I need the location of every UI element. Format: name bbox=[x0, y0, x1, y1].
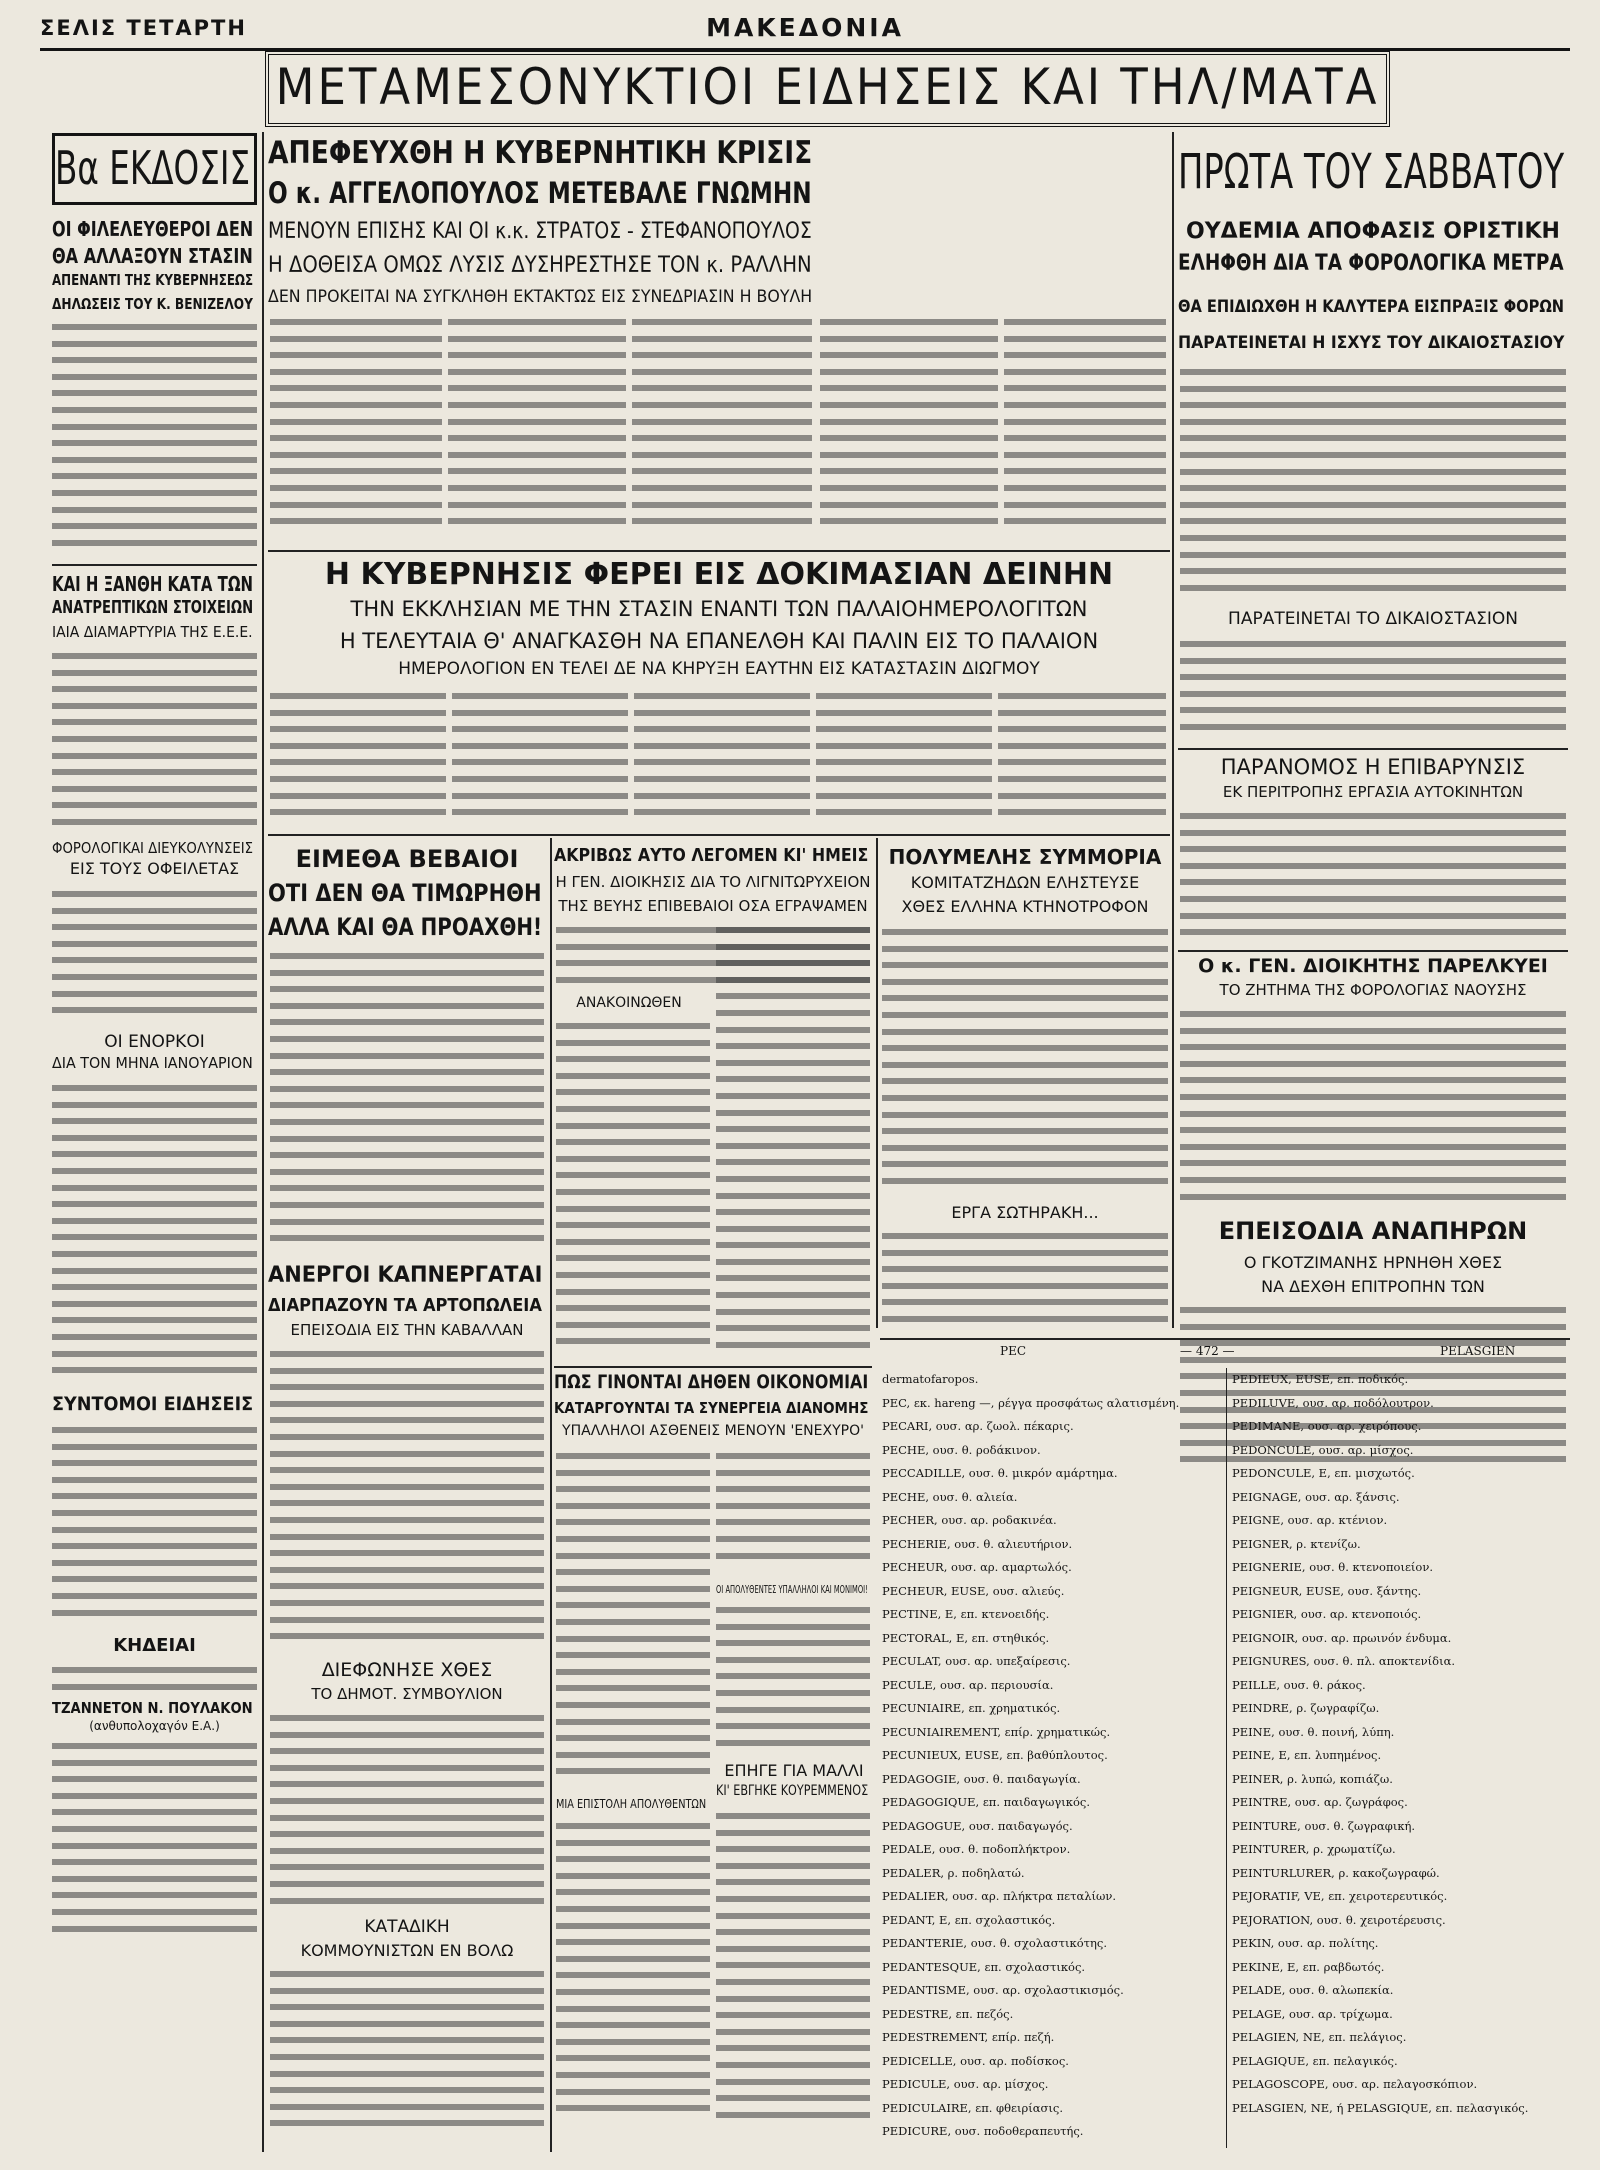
calendar-body-1 bbox=[270, 690, 446, 826]
hair-headline: ΕΠΗΓΕ ΓΙΑ ΜΑΛΛΙ bbox=[724, 1762, 864, 1780]
calendar-body-2 bbox=[452, 690, 628, 826]
dictionary-entry: PEDAGOGIQUE, επ. παιδαγωγικός. bbox=[882, 1795, 1091, 1809]
tax-body bbox=[52, 888, 257, 1026]
rule bbox=[52, 564, 257, 566]
funerals-intro bbox=[52, 1664, 257, 1698]
certain-body bbox=[270, 950, 544, 1256]
dictionary-entry: PECUNIEUX, EUSE, επ. βαθύπλουτος. bbox=[882, 1748, 1108, 1762]
dictionary-entry: PEINDRE, ρ. ζωγραφίζω. bbox=[1232, 1701, 1380, 1715]
deceased-name: ΤΖΑΝΝΕΤΟΝ Ν. ΠΟΥΛΑΚΟΝ bbox=[52, 1700, 253, 1717]
letter-headline: ΜΙΑ ΕΠΙΣΤΟΛΗ ΑΠΟΛΥΘΕΝΤΩΝ bbox=[556, 1798, 707, 1811]
rule bbox=[1178, 950, 1568, 952]
dictionary-entry: PEDAGOGUE, ουσ. παιδαγωγός. bbox=[882, 1818, 1073, 1833]
column-rule bbox=[876, 838, 878, 1328]
disabled-headline: ΕΠΕΙΣΟΔΙΑ ΑΝΑΠΗΡΩΝ bbox=[1218, 1218, 1528, 1245]
dictionary-entry: PEINTRE, ουσ. αρ. ζωγράφος. bbox=[1232, 1795, 1408, 1809]
economies-body-1 bbox=[556, 1450, 710, 1790]
arrest-subhead: ΚΟΜΜΟΥΝΙΣΤΩΝ ΕΝ ΒΟΛΩ bbox=[300, 1942, 514, 1960]
saturday-headline-3: ΕΛΗΦΘΗ ΔΙΑ ΤΑ ΦΟΡΟΛΟΓΙΚΑ ΜΕΤΡΑ bbox=[1178, 252, 1564, 276]
funerals-body bbox=[52, 1740, 257, 2134]
governor-subhead: ΤΟ ΖΗΤΗΜΑ ΤΗΣ ΦΟΡΟΛΟΓΙΑΣ ΝΑΟΥΣΗΣ bbox=[1219, 982, 1527, 999]
economies-headline-2: ΚΑΤΑΡΓΟΥΝΤΑΙ ΤΑ ΣΥΝΕΡΓΕΙΑ ΔΙΑΝΟΜΗΣ bbox=[554, 1400, 869, 1417]
dictionary-entry: PEDANTISME, ουσ. αρ. σχολαστικισμός. bbox=[882, 1983, 1124, 1997]
economies-body-2 bbox=[716, 1450, 870, 1580]
dictionary-top-rule bbox=[880, 1338, 1570, 1340]
calendar-body-5 bbox=[998, 690, 1166, 826]
night-news-banner: ΜΕΤΑΜΕΣΟΝΥΚΤΙΟΙ ΕΙΔΗΣΕΙΣ ΚΑΙ ΤΗΛ/ΜΑΤΑ bbox=[265, 51, 1390, 127]
calendar-headline-2: ΤΗΝ ΕΚΚΛΗΣΙΑΝ ΜΕ ΤΗΝ ΣΤΑΣΙΝ ΕΝΑΝΤΙ ΤΩΝ ΠΑΛΑΙΟΗΜΕΡΟΛΟΓΙΤΩΝ bbox=[350, 598, 1088, 621]
dictionary-entry: PEJORATIF, VE, επ. χειροτερευτικός. bbox=[1232, 1889, 1448, 1903]
dictionary-entry: PEKINE, E, επ. ραβδωτός. bbox=[1232, 1959, 1385, 1974]
announcement-label: ΑΝΑΚΟΙΝΩΘΕΝ bbox=[576, 996, 682, 1011]
dictionary-entry: PECUNIAIREMENT, επίρ. χρηματικώς. bbox=[882, 1724, 1111, 1739]
calendar-headline-4: ΗΜΕΡΟΛΟΓΙΟΝ ΕΝ ΤΕΛΕΙ ΔΕ ΝΑ ΚΗΡΥΞΗ ΕΑΥΤΗΝ ΕΙΣ ΚΑΤΑΣΤΑΣΙΝ ΔΙΩΓΜΟΥ bbox=[398, 660, 1040, 679]
unemployed-headline-3: ΕΠΕΙΣΟΔΙΑ ΕΙΣ ΤΗΝ ΚΑΒΑΛΛΑΝ bbox=[290, 1322, 524, 1339]
dictionary-entry: PEIGNEUR, EUSE, ουσ. ξάντης. bbox=[1232, 1583, 1422, 1598]
saturday-headline-5: ΠΑΡΑΤΕΙΝΕΤΑΙ Η ΙΣΧΥΣ ΤΟΥ ΔΙΚΑΙΟΣΤΑΣΙΟΥ bbox=[1178, 334, 1565, 353]
liberals-headline-2: ΘΑ ΑΛΛΑΞΟΥΝ ΣΤΑΣΙΝ bbox=[52, 245, 253, 267]
certain-headline: ΕΙΜΕΘΑ ΒΕΒΑΙΟΙ bbox=[295, 846, 519, 873]
xanthi-headline-2: ΑΝΑΤΡΕΠΤΙΚΩΝ ΣΤΟΙΧΕΙΩΝ bbox=[52, 598, 254, 618]
dictionary-entry: PEDAGOGIE, ουσ. θ. παιδαγωγία. bbox=[882, 1771, 1081, 1786]
dictionary-entry: PELAGIQUE, επ. πελαγικός. bbox=[1232, 2053, 1398, 2068]
dictionary-entry: PECUNIAIRE, επ. χρηματικός. bbox=[882, 1701, 1061, 1715]
exactly-headline-2: Η ΓΕΝ. ΔΙΟΙΚΗΣΙΣ ΔΙΑ ΤΟ ΛΙΓΝΙΤΩΡΥΧΕΙΟΝ bbox=[555, 874, 871, 891]
dictionary-entry: PELAGIEN, NE, επ. πελάγιος. bbox=[1232, 2030, 1407, 2044]
exactly-headline: ΑΚΡΙΒΩΣ ΑΥΤΟ ΛΕΓΟΜΕΝ ΚΙ' ΗΜΕΙΣ bbox=[554, 846, 869, 866]
dictionary-entry: PEKIN, ουσ. αρ. πολίτης. bbox=[1232, 1936, 1379, 1950]
dictionary-entry: PEDICELLE, ουσ. αρ. ποδίσκος. bbox=[882, 2053, 1069, 2068]
governor-headline: Ο κ. ΓΕΝ. ΔΙΟΙΚΗΤΗΣ ΠΑΡΕΛΚΥΕΙ bbox=[1198, 956, 1548, 977]
crisis-body-3 bbox=[632, 316, 812, 544]
column-rule bbox=[550, 838, 552, 2152]
dictionary-entry: PEDALIER, ουσ. αρ. πλήκτρα πεταλίων. bbox=[882, 1889, 1117, 1903]
dictionary-entry: PEDIEUX, EUSE, επ. ποδικός. bbox=[1232, 1372, 1409, 1386]
governor-body bbox=[1180, 1008, 1566, 1212]
dictionary-entry: PEJORATION, ουσ. θ. χειροτέρευσις. bbox=[1232, 1912, 1446, 1927]
funerals-headline: ΚΗΔΕΙΑΙ bbox=[113, 1636, 196, 1656]
certain-headline-3: ΑΛΛΑ ΚΑΙ ΘΑ ΠΡΟΑΧΘΗ! bbox=[268, 914, 543, 941]
dissent-body bbox=[270, 1712, 544, 1912]
saturday-body bbox=[1180, 366, 1566, 604]
permanent-body bbox=[716, 1604, 870, 1754]
dictionary-entry: PEILLE, ουσ. θ. ράκος. bbox=[1232, 1677, 1366, 1692]
dissent-headline: ΔΙΕΦΩΝΗΣΕ ΧΘΕΣ bbox=[321, 1660, 493, 1681]
crisis-body-4 bbox=[820, 316, 998, 544]
dictionary-entry: PECHEUR, ουσ. αρ. αμαρτωλός. bbox=[882, 1560, 1072, 1574]
illegal-subhead: ΕΚ ΠΕΡΙΤΡΟΠΗΣ ΕΡΓΑΣΙΑ ΑΥΤΟΚΙΝΗΤΩΝ bbox=[1222, 784, 1524, 801]
xanthi-body bbox=[52, 650, 257, 832]
dictionary-entry: dermatofaropos. bbox=[882, 1372, 979, 1386]
saturday-headline: ΠΡΩΤΑ ΤΟΥ ΣΑΒΒΑΤΟΥ bbox=[1178, 144, 1565, 200]
dictionary-entry: PECHE, ουσ. θ. ροδάκινον. bbox=[882, 1442, 1041, 1457]
dictionary-entry: PECHER, ουσ. αρ. ροδακινέα. bbox=[882, 1513, 1057, 1527]
dictionary-header bbox=[880, 1344, 1570, 1362]
dictionary-entry: PEDESTRE, επ. πεζός. bbox=[882, 2006, 1014, 2021]
saturday-headline-2: ΟΥΔΕΜΙΑ ΑΠΟΦΑΣΙΣ ΟΡΙΣΤΙΚΗ bbox=[1186, 220, 1560, 244]
crisis-headline-2: Ο κ. ΑΓΓΕΛΟΠΟΥΛΟΣ ΜΕΤΕΒΑΛΕ ΓΝΩΜΗΝ bbox=[268, 178, 812, 210]
newspaper-page bbox=[40, 8, 1570, 2158]
dictionary-entry: PECCADILLE, ουσ. θ. μικρόν αμάρτημα. bbox=[882, 1466, 1118, 1480]
dictionary-entry: PEDESTREMENT, επίρ. πεζή. bbox=[882, 2030, 1055, 2044]
dictionary-entry: PECARI, ουσ. αρ. ζωολ. πέκαρις. bbox=[882, 1419, 1074, 1433]
unemployed-headline-2: ΔΙΑΡΠΑΖΟΥΝ ΤΑ ΑΡΤΟΠΩΛΕΙΑ bbox=[268, 1296, 542, 1316]
hair-body bbox=[716, 1810, 870, 2136]
robbery-headline-3: ΧΘΕΣ ΕΛΛΗΝΑ ΚΤΗΝΟΤΡΟΦΟΝ bbox=[901, 898, 1149, 916]
dictionary-entry: PECTINE, E, επ. κτενοειδής. bbox=[882, 1607, 1050, 1621]
jurors-headline-2: ΔΙΑ ΤΟΝ ΜΗΝΑ ΙΑΝΟΥΑΡΙΟΝ bbox=[52, 1055, 253, 1072]
letter-body bbox=[556, 1820, 710, 2136]
dictionary-entry: PEIGNER, ρ. κτενίζω. bbox=[1232, 1536, 1361, 1551]
dictionary-entry: PEDONCULE, E, επ. μισχωτός. bbox=[1232, 1466, 1415, 1480]
liberals-body bbox=[52, 321, 257, 559]
hair-subhead: ΚΙ' ΕΒΓΗΚΕ ΚΟΥΡΕΜΜΕΝΟΣ bbox=[716, 1784, 869, 1799]
rule bbox=[554, 1366, 872, 1368]
second-edition-title: Βα ΕΚΔΟΣΙΣ bbox=[52, 133, 257, 205]
liberals-headline-3: ΑΠΕΝΑΝΤΙ ΤΗΣ ΚΥΒΕΡΝΗΣΕΩΣ bbox=[52, 272, 254, 289]
illegal-body bbox=[1180, 810, 1566, 946]
moratorium-body bbox=[1180, 638, 1566, 740]
rule bbox=[268, 834, 1170, 836]
dictionary-entry: PEDANTESQUE, επ. σχολαστικός. bbox=[882, 1959, 1086, 1974]
dictionary-left-column bbox=[882, 1368, 1222, 2148]
dictionary-entry: PEIGNOIR, ουσ. αρ. πρωινόν ένδυμα. bbox=[1232, 1630, 1452, 1645]
tax-headline-1: ΦΟΡΟΛΟΓΙΚΑΙ ΔΙΕΥΚΟΛΥΝΣΕΙΣ bbox=[52, 840, 254, 857]
short-news-headline: ΣΥΝΤΟΜΟΙ ΕΙΔΗΣΕΙΣ bbox=[52, 1394, 254, 1415]
dictionary-entry: PEDONCULE, ουσ. αρ. μίσχος. bbox=[1232, 1442, 1414, 1457]
dictionary-entry: PEDILUVE, ουσ. αρ. ποδόλουτρον. bbox=[1232, 1395, 1434, 1410]
dictionary-entry: PECTORAL, E, επ. στηθικός. bbox=[882, 1630, 1050, 1645]
exactly-body-2 bbox=[716, 924, 870, 1360]
crisis-body-1 bbox=[270, 316, 442, 544]
dictionary-entry: PEIGNIER, ουσ. αρ. κτενοποιός. bbox=[1232, 1607, 1422, 1621]
crisis-headline-5: ΔΕΝ ΠΡΟΚΕΙΤΑΙ ΝΑ ΣΥΓΚΛΗΘΗ ΕΚΤΑΚΤΩΣ ΕΙΣ ΣΥΝΕΔΡΙΑΣΙΝ Η ΒΟΥΛΗ bbox=[268, 288, 813, 307]
liberals-subhead: ΔΗΛΩΣΕΙΣ ΤΟΥ Κ. ΒΕΝΙΖΕΛΟΥ bbox=[52, 296, 253, 313]
dictionary-entry: PECHERIE, ουσ. θ. αλιευτήριον. bbox=[882, 1536, 1073, 1551]
dictionary-entry: PEIGNERIE, ουσ. θ. κτενοποιείον. bbox=[1232, 1560, 1433, 1574]
dictionary-left-tab: PEC bbox=[1000, 1344, 1027, 1358]
dictionary-entry: PEIGNAGE, ουσ. αρ. ξάνσις. bbox=[1232, 1489, 1400, 1504]
unemployed-headline: ΑΝΕΡΓΟΙ ΚΑΠΝΕΡΓΑΤΑΙ bbox=[268, 1264, 543, 1288]
dictionary-entry: PEDICULE, ουσ. αρ. μίσχος. bbox=[882, 2077, 1049, 2091]
xanthi-headline-3: ΙΑΙΑ ΔΙΑΜΑΡΤΥΡΙΑ ΤΗΣ Ε.Ε.Ε. bbox=[52, 624, 253, 641]
column-rule bbox=[1172, 132, 1174, 1328]
dictionary-entry: PEIGNURES, ουσ. θ. πλ. αποκτενίδια. bbox=[1232, 1654, 1456, 1668]
robbery-headline-2: ΚΟΜΙΤΑΤΖΗΔΩΝ ΕΛΗΣΤΕΥΣΕ bbox=[910, 874, 1140, 892]
jurors-body bbox=[52, 1082, 257, 1388]
exactly-body-1 bbox=[556, 1020, 710, 1360]
arrest-body bbox=[270, 1968, 544, 2136]
dictionary-entry: PEINTURLURER, ρ. κακοζωγραφώ. bbox=[1232, 1865, 1440, 1880]
unemployed-body bbox=[270, 1348, 544, 1654]
xanthi-headline-1: ΚΑΙ Η ΞΑΝΘΗ ΚΑΤΑ ΤΩΝ bbox=[52, 573, 254, 595]
exactly-headline-3: ΤΗΣ ΒΕΥΗΣ ΕΠΙΒΕΒΑΙΟΙ ΟΣΑ ΕΓΡΑΨΑΜΕΝ bbox=[558, 898, 868, 915]
sotirakis-body bbox=[882, 1230, 1168, 1332]
column-rule bbox=[262, 132, 264, 2152]
crisis-body-2 bbox=[448, 316, 626, 544]
dictionary-entry: PEIGNE, ουσ. αρ. κτένιον. bbox=[1232, 1513, 1388, 1527]
dictionary-entry: PELASGIEN, NE, ή PELASGIQUE, επ. πελασγικός. bbox=[1232, 2100, 1529, 2115]
dictionary-entry: PEDICULAIRE, επ. φθειρίασις. bbox=[882, 2100, 1063, 2115]
certain-headline-2: ΟΤΙ ΔΕΝ ΘΑ ΤΙΜΩΡΗΘΗ bbox=[268, 880, 542, 907]
dictionary-entry: PEDICURE, ουσ. ποδοθεραπευτής. bbox=[882, 2124, 1084, 2138]
deceased-rank: (ανθυπολοχαγόν Ε.Α.) bbox=[89, 1720, 220, 1733]
moratorium-headline: ΠΑΡΑΤΕΙΝΕΤΑΙ ΤΟ ΔΙΚΑΙΟΣΤΑΣΙΟΝ bbox=[1228, 610, 1518, 629]
calendar-body-4 bbox=[816, 690, 992, 826]
robbery-body bbox=[882, 926, 1168, 1198]
robbery-headline: ΠΟΛΥΜΕΛΗΣ ΣΥΜΜΟΡΙΑ bbox=[888, 846, 1162, 868]
rule bbox=[268, 550, 1170, 552]
arrest-headline: ΚΑΤΑΔΙΚΗ bbox=[364, 1918, 450, 1937]
calendar-headline: Η ΚΥΒΕΡΝΗΣΙΣ ΦΕΡΕΙ ΕΙΣ ΔΟΚΙΜΑΣΙΑΝ ΔΕΙΝΗΝ bbox=[324, 558, 1114, 591]
calendar-headline-3: Η ΤΕΛΕΥΤΑΙΑ Θ' ΑΝΑΓΚΑΣΘΗ ΝΑ ΕΠΑΝΕΛΘΗ ΚΑΙ ΠΑΛΙΝ ΕΙΣ ΤΟ ΠΑΛΑΙΟΝ bbox=[339, 630, 1099, 653]
page-label: ΣΕΛΙΣ ΤΕΤΑΡΤΗ bbox=[40, 16, 247, 40]
dictionary-entry: PEDALER, ρ. ποδηλατώ. bbox=[882, 1865, 1025, 1880]
dictionary-entry: PEINE, ουσ. θ. ποινή, λύπη. bbox=[1232, 1724, 1395, 1739]
short-news-body bbox=[52, 1424, 257, 1628]
saturday-headline-4: ΘΑ ΕΠΙΔΙΩΧΘΗ Η ΚΑΛΥΤΕΡΑ ΕΙΣΠΡΑΞΙΣ ΦΟΡΩΝ bbox=[1178, 298, 1565, 317]
dictionary-entry: PECHE, ουσ. θ. αλιεία. bbox=[882, 1489, 1018, 1504]
crisis-headline-4: Η ΔΟΘΕΙΣΑ ΟΜΩΣ ΛΥΣΙΣ ΔΥΣΗΡΕΣΤΗΣΕ ΤΟΝ κ. ΡΑΛΛΗΝ bbox=[268, 254, 812, 278]
calendar-body-3 bbox=[634, 690, 810, 826]
disabled-subhead: Ο ΓΚΟΤΖΙΜΑΝΗΣ ΗΡΝΗΘΗ ΧΘΕΣ bbox=[1243, 1254, 1503, 1272]
dictionary-entry: PELADE, ουσ. θ. αλωπεκία. bbox=[1232, 1983, 1394, 1997]
dissent-subhead: ΤΟ ΔΗΜΟΤ. ΣΥΜΒΟΥΛΙΟΝ bbox=[311, 1686, 503, 1703]
crisis-body-5 bbox=[1004, 316, 1166, 544]
dictionary-entry: PEINTURE, ουσ. θ. ζωγραφική. bbox=[1232, 1818, 1416, 1833]
crisis-headline-3: ΜΕΝΟΥΝ ΕΠΙΣΗΣ ΚΑΙ ΟΙ κ.κ. ΣΤΡΑΤΟΣ - ΣΤΕΦΑΝΟΠΟΥΛΟΣ bbox=[268, 220, 812, 244]
dictionary-entry: PEDANTERIE, ουσ. θ. σχολαστικότης. bbox=[882, 1936, 1107, 1950]
dictionary-entry: PEDANT, E, επ. σχολαστικός. bbox=[882, 1912, 1056, 1927]
dictionary-entry: PEDALE, ουσ. θ. ποδοπλήκτρον. bbox=[882, 1842, 1071, 1856]
disabled-subhead-2: ΝΑ ΔΕΧΘΗ ΕΠΙΤΡΟΠΗΝ ΤΩΝ bbox=[1261, 1278, 1485, 1296]
paper-name: ΜΑΚΕΔΟΝΙΑ bbox=[706, 13, 904, 42]
illegal-headline: ΠΑΡΑΝΟΜΟΣ Η ΕΠΙΒΑΡΥΝΣΙΣ bbox=[1220, 756, 1526, 779]
sotirakis-headline: ΕΡΓΑ ΣΩΤΗΡΑΚΗ... bbox=[951, 1204, 1099, 1222]
dictionary-entry: PEDIMANE, ουσ. αρ. χειρόπους. bbox=[1232, 1419, 1422, 1433]
economies-headline-3: ΥΠΑΛΛΗΛΟΙ ΑΣΘΕΝΕΙΣ ΜΕΝΟΥΝ 'ΕΝΕΧΥΡΟ' bbox=[562, 1424, 864, 1439]
rule bbox=[1178, 748, 1568, 750]
economies-headline: ΠΩΣ ΓΙΝΟΝΤΑΙ ΔΗΘΕΝ ΟΙΚΟΝΟΜΙΑΙ bbox=[554, 1372, 869, 1393]
liberals-headline-1: ΟΙ ΦΙΛΕΛΕΥΘΕΡΟΙ ΔΕΝ bbox=[52, 218, 254, 240]
dictionary-page-number: — 472 — bbox=[1180, 1344, 1235, 1358]
dictionary-entry: PEINTURER, ρ. χρωματίζω. bbox=[1232, 1842, 1396, 1856]
dictionary-right-column bbox=[1232, 1368, 1568, 2148]
dictionary-entry: PECULE, ουσ. αρ. περιουσία. bbox=[882, 1677, 1054, 1692]
dictionary-column-rule bbox=[1226, 1368, 1227, 2148]
dictionary-entry: PEC, εκ. hareng —, ρέγγα προσφάτως αλατισμένη. bbox=[882, 1395, 1180, 1410]
dictionary-entry: PECHEUR, EUSE, ουσ. αλιεύς. bbox=[882, 1583, 1065, 1598]
dictionary-entry: PEINER, ρ. λυπώ, κοπιάζω. bbox=[1232, 1771, 1393, 1786]
dictionary-right-tab: PELASGIEN bbox=[1440, 1344, 1516, 1358]
dictionary-entry: PECULAT, ουσ. αρ. υπεξαίρεσις. bbox=[882, 1654, 1071, 1668]
tax-headline-2: ΕΙΣ ΤΟΥΣ ΟΦΕΙΛΕΤΑΣ bbox=[69, 860, 240, 878]
masthead bbox=[40, 8, 1570, 48]
permanent-headline: ΟΙ ΑΠΟΛΥΘΕΝΤΕΣ ΥΠΑΛΛΗΛΟΙ ΚΑΙ ΜΟΝΙΜΟΙ! bbox=[716, 1584, 868, 1596]
crisis-headline: ΑΠΕΦΕΥΧΘΗ Η ΚΥΒΕΡΝΗΤΙΚΗ ΚΡΙΣΙΣ bbox=[268, 136, 813, 171]
jurors-headline-1: ΟΙ ΕΝΟΡΚΟΙ bbox=[104, 1033, 205, 1052]
dictionary-entry: PEINE, E, επ. λυπημένος. bbox=[1232, 1748, 1382, 1762]
dictionary-entry: PELAGE, ουσ. αρ. τρίχωμα. bbox=[1232, 2006, 1393, 2021]
dictionary-entry: PELAGOSCOPE, ουσ. αρ. πελαγοσκόπιον. bbox=[1232, 2077, 1478, 2091]
